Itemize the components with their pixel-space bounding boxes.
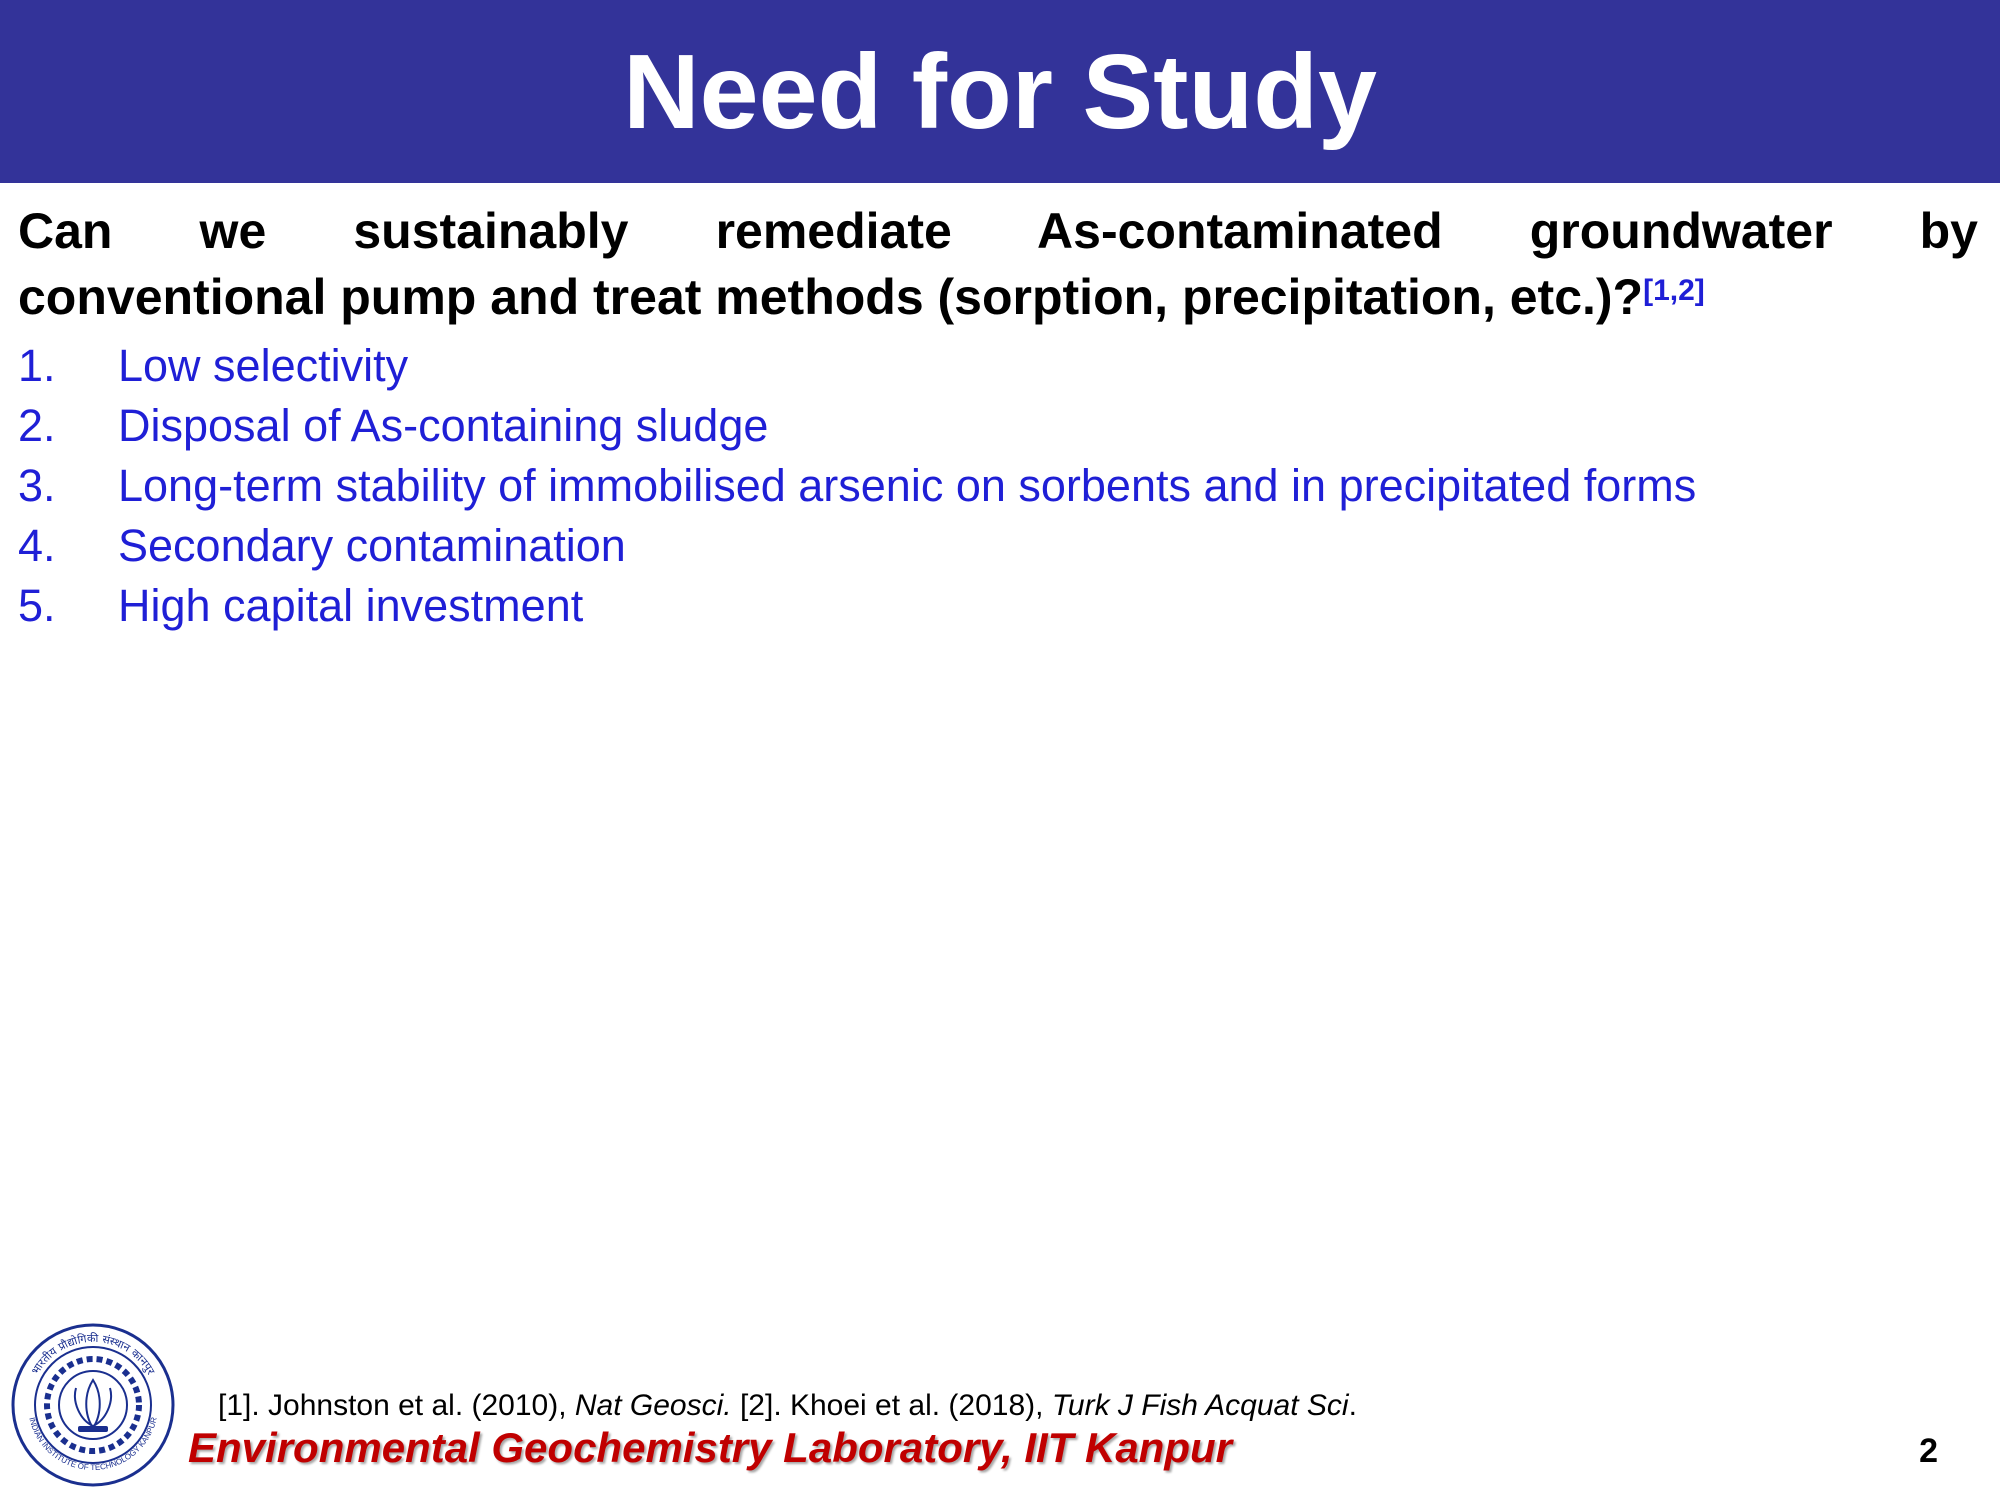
- list-item-text: Disposal of As-containing sludge: [118, 400, 769, 451]
- list-item: [18, 456, 1696, 516]
- research-question: [18, 198, 1978, 330]
- list-item-text: Long-term stability of immobilised arsenic on sorbents and in precipitated forms: [118, 460, 1697, 511]
- seal-text-top: भारतीय प्रौद्योगिकी संस्थान कानपुर: [28, 1331, 158, 1377]
- list-item-number: 3.: [18, 460, 56, 511]
- references: [218, 1389, 1357, 1423]
- issues-list: [18, 336, 1696, 636]
- question-line-2-text: conventional pump and treat methods (sorption, precipitation, etc.)?: [18, 269, 1644, 325]
- list-item-text: Low selectivity: [118, 340, 409, 391]
- title-banner: [0, 0, 2000, 183]
- page-number: 2: [1919, 1432, 1938, 1470]
- list-item-number: 2.: [18, 400, 56, 451]
- question-citation: [1,2]: [1643, 274, 1705, 307]
- list-item-number: 1.: [18, 340, 56, 391]
- ref2-prefix: [2]. Khoei et al. (2018),: [731, 1389, 1052, 1422]
- list-item-text: High capital investment: [118, 580, 584, 631]
- question-line-2: [18, 264, 1978, 330]
- ref2-journal: Turk J Fish Acquat Sci: [1051, 1389, 1349, 1422]
- list-item: [18, 516, 1696, 576]
- list-item-text: Secondary contamination: [118, 520, 626, 571]
- lab-name: Environmental Geochemistry Laboratory, IIT Kanpur: [188, 1424, 1232, 1471]
- list-item-number: 5.: [18, 580, 56, 631]
- ref1-prefix: [1]. Johnston et al. (2010),: [218, 1389, 575, 1422]
- list-item: [18, 576, 1696, 636]
- seal-text-bottom: INDIAN INSTITUTE OF TECHNOLOGY KANPUR: [27, 1416, 159, 1473]
- ref2-suffix: .: [1348, 1389, 1357, 1422]
- list-item: [18, 336, 1696, 396]
- list-item-number: 4.: [18, 520, 56, 571]
- slide-title: Need for Study: [623, 32, 1377, 151]
- iit-kanpur-seal-icon: [10, 1322, 176, 1488]
- question-line-1: Can we sustainably remediate As-contaminated groundwater by: [18, 203, 1978, 259]
- list-item: [18, 396, 1696, 456]
- ref1-journal: Nat Geosci.: [574, 1389, 732, 1422]
